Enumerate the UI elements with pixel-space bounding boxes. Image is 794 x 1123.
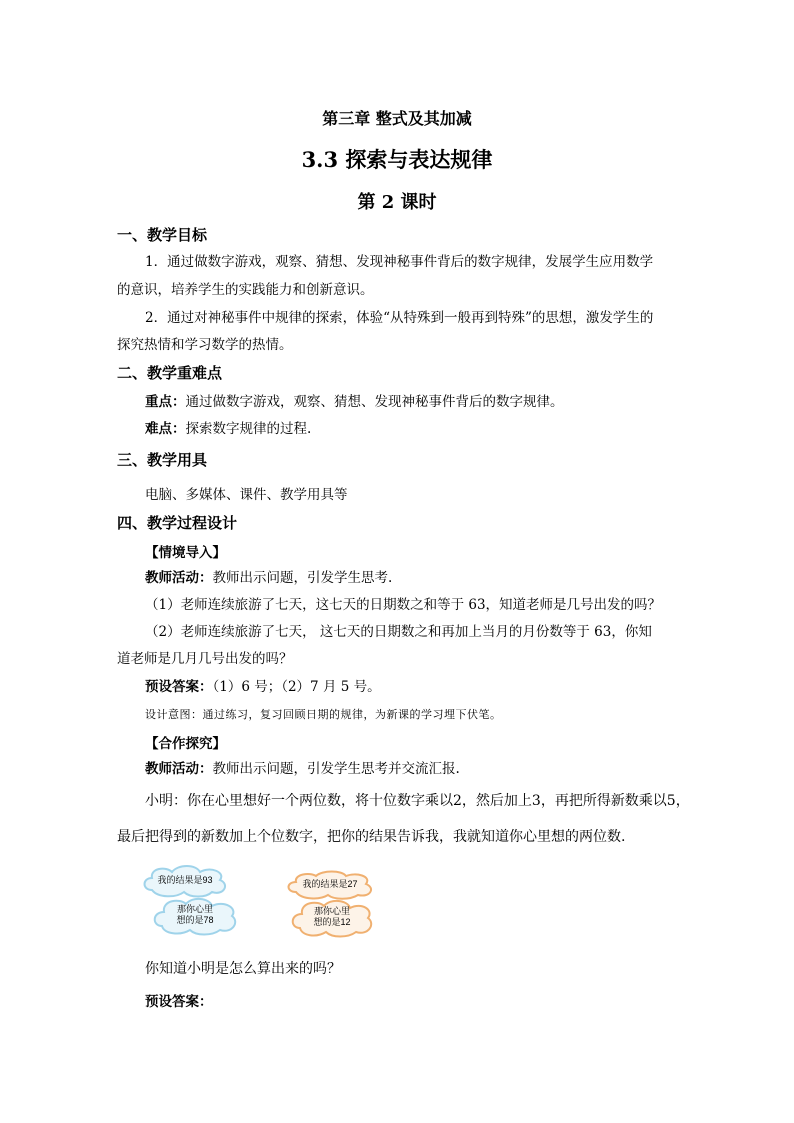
teacher-activity-text: 教师出示问题，引发学生思考. bbox=[212, 570, 393, 586]
objective-2-line2: 探究热情和学习数学的热情。 bbox=[117, 337, 293, 353]
xiaoming-line2: 最后把得到的新数加上个位数字，把你的结果告诉我，我就知道你心里想的两位数. bbox=[117, 829, 626, 845]
heading-key-points: 二、教学重难点 bbox=[117, 364, 223, 382]
teacher-activity-2-label: 教师活动： bbox=[145, 761, 213, 777]
cloud-text-1: 我的结果是93 bbox=[157, 875, 213, 885]
heading-process: 四、教学过程设计 bbox=[117, 514, 238, 532]
thought-cloud-orange-1 bbox=[284, 870, 376, 900]
objective-1-line1: 1．通过做数字游戏，观察、猜想、发现神秘事件背后的数字规律，发展学生应用数学 bbox=[145, 254, 654, 270]
tools-text: 电脑、多媒体、课件、教学用具等 bbox=[145, 487, 348, 503]
intro-tag: 【情境导入】 bbox=[145, 545, 226, 561]
thought-cloud-blue-2 bbox=[150, 896, 240, 936]
difficulty-text: 探索数字规律的过程. bbox=[185, 421, 312, 437]
question-2-line2: 道老师是几月几号出发的吗？ bbox=[117, 651, 293, 667]
cloud-text-4-line2: 想的是12 bbox=[313, 917, 351, 927]
cloud-text-2-line1: 那你心里 bbox=[176, 904, 213, 914]
heading-objectives: 一、教学目标 bbox=[117, 226, 208, 244]
cloud-text-4 bbox=[288, 906, 376, 928]
difficulty-label: 难点： bbox=[145, 421, 186, 437]
teacher-activity-1 bbox=[145, 568, 392, 588]
teacher-activity-2-text: 教师出示问题，引发学生思考并交流汇报. bbox=[212, 761, 460, 777]
coop-tag: 【合作探究】 bbox=[145, 736, 226, 752]
teacher-activity-label: 教师活动： bbox=[145, 570, 213, 586]
cloud-text-2-line2: 想的是78 bbox=[176, 915, 214, 925]
xiaoming-line1: 小明：你在心里想好一个两位数，将十位数字乘以2，然后加上3，再把所得新数乘以5， bbox=[145, 793, 690, 809]
question-how: 你知道小明是怎么算出来的吗？ bbox=[145, 961, 341, 977]
teacher-activity-2 bbox=[145, 759, 460, 779]
key-point-text: 通过做数字游戏，观察、猜想、发现神秘事件背后的数字规律。 bbox=[185, 394, 564, 410]
lesson-title: 第 2 课时 bbox=[357, 192, 437, 213]
objective-2-line1: 2．通过对神秘事件中规律的探索，体验“从特殊到一般再到特殊”的思想，激发学生的 bbox=[145, 310, 654, 326]
thought-cloud-orange-2 bbox=[288, 898, 376, 938]
key-point-label: 重点： bbox=[145, 394, 186, 410]
preset-answer-label: 预设答案： bbox=[145, 679, 213, 695]
preset-answer-2-label: 预设答案： bbox=[145, 994, 213, 1010]
preset-answer bbox=[145, 677, 381, 697]
difficulty-point bbox=[145, 419, 311, 439]
thought-cloud-blue-1 bbox=[140, 864, 230, 898]
cloud-text-3: 我的结果是27 bbox=[302, 879, 358, 889]
objective-1-line2: 的意识，培养学生的实践能力和创新意识。 bbox=[117, 282, 374, 298]
design-intent-note: 设计意图：通过练习，复习回顾日期的规律，为新课的学习埋下伏笔。 bbox=[145, 708, 502, 721]
cloud-text-4-line1: 那你心里 bbox=[313, 906, 350, 916]
section-title: 3.3 探索与表达规律 bbox=[301, 147, 493, 172]
question-2-line1: （2）老师连续旅游了七天， 这七天的日期数之和再加上当月的月份数等于 63，你知 bbox=[145, 624, 652, 640]
preset-answer-text: （1）6 号；（2）7 月 5 号。 bbox=[212, 679, 381, 695]
chapter-title: 第三章 整式及其加减 bbox=[322, 109, 472, 128]
heading-tools: 三、教学用具 bbox=[117, 451, 208, 469]
key-point bbox=[145, 392, 564, 412]
cloud-text-2 bbox=[150, 904, 240, 926]
question-1: （1）老师连续旅游了七天，这七天的日期数之和等于 63，知道老师是几号出发的吗？ bbox=[145, 597, 662, 613]
